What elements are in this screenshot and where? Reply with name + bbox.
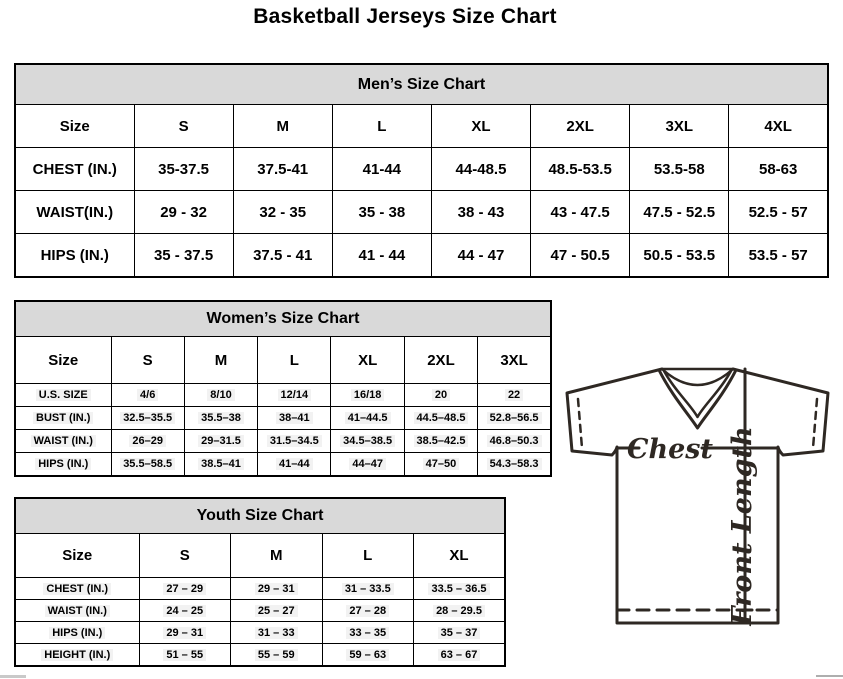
men-data-row — [15, 191, 828, 234]
youth-value-cell: 35 – 37 — [414, 622, 506, 644]
youth-row-label: HIPS (IN.) — [15, 622, 139, 644]
women-value-cell: 41–44.5 — [331, 407, 404, 430]
mens-size-table — [14, 63, 829, 278]
men-value-cell: 50.5 - 53.5 — [630, 234, 729, 278]
men-row-label: HIPS (IN.) — [15, 234, 134, 278]
men-data-row — [15, 148, 828, 191]
men-col-header-M: M — [233, 105, 332, 148]
collar-outer-v — [659, 370, 736, 428]
women-value-cell: 46.8–50.3 — [478, 430, 551, 453]
women-value-cell: 4/6 — [111, 384, 184, 407]
youth-table-header: Youth Size Chart — [15, 498, 505, 534]
page-title: Basketball Jerseys Size Chart — [253, 5, 557, 28]
men-value-cell: 29 - 32 — [134, 191, 233, 234]
women-data-row — [15, 407, 551, 430]
women-value-cell: 54.3–58.3 — [478, 453, 551, 477]
youth-table-header-row — [15, 498, 505, 534]
men-col-header-4XL: 4XL — [729, 105, 828, 148]
cutoff-artifact-left — [0, 675, 26, 678]
left-cuff-dashed-seam — [578, 399, 582, 448]
women-value-cell: 38–41 — [258, 407, 331, 430]
men-col-header-L: L — [332, 105, 431, 148]
women-data-row — [15, 384, 551, 407]
womens-table-header: Women’s Size Chart — [15, 301, 551, 337]
youth-col-header-XL: XL — [414, 534, 506, 578]
youth-data-row — [15, 644, 505, 667]
youth-data-row — [15, 622, 505, 644]
women-col-header-3XL: 3XL — [478, 337, 551, 384]
women-data-row — [15, 430, 551, 453]
mens-table-header-row — [15, 64, 828, 105]
women-row-label: BUST (IN.) — [15, 407, 111, 430]
youth-value-cell: 27 – 28 — [322, 600, 414, 622]
youth-value-cell: 25 – 27 — [231, 600, 323, 622]
women-value-cell: 44.5–48.5 — [404, 407, 477, 430]
women-col-header-S: S — [111, 337, 184, 384]
chest-label: Chest — [627, 434, 713, 465]
men-value-cell: 41-44 — [332, 148, 431, 191]
youth-value-cell: 59 – 63 — [322, 644, 414, 667]
cutoff-artifact-right — [816, 675, 843, 677]
men-value-cell: 32 - 35 — [233, 191, 332, 234]
women-value-cell: 32.5–35.5 — [111, 407, 184, 430]
men-value-cell: 52.5 - 57 — [729, 191, 828, 234]
women-value-cell: 26–29 — [111, 430, 184, 453]
youth-value-cell: 31 – 33 — [231, 622, 323, 644]
men-col-header-XL: XL — [431, 105, 530, 148]
men-value-cell: 43 - 47.5 — [531, 191, 630, 234]
men-row-label: CHEST (IN.) — [15, 148, 134, 191]
women-value-cell: 35.5–58.5 — [111, 453, 184, 477]
youth-value-cell: 33.5 – 36.5 — [414, 578, 506, 600]
jersey-outline — [567, 369, 828, 623]
youth-value-cell: 33 – 35 — [322, 622, 414, 644]
women-value-cell: 52.8–56.5 — [478, 407, 551, 430]
youth-col-header-M: M — [231, 534, 323, 578]
youth-col-header-S: S — [139, 534, 231, 578]
men-value-cell: 47 - 50.5 — [531, 234, 630, 278]
women-row-label: WAIST (IN.) — [15, 430, 111, 453]
men-value-cell: 37.5-41 — [233, 148, 332, 191]
womens-size-table — [14, 300, 552, 477]
women-value-cell: 35.5–38 — [184, 407, 257, 430]
men-data-row — [15, 234, 828, 278]
men-value-cell: 38 - 43 — [431, 191, 530, 234]
youth-value-cell: 24 – 25 — [139, 600, 231, 622]
youth-value-cell: 63 – 67 — [414, 644, 506, 667]
women-value-cell: 8/10 — [184, 384, 257, 407]
front-length-label: Front Length — [727, 426, 758, 626]
women-value-cell: 29–31.5 — [184, 430, 257, 453]
women-value-cell: 38.5–41 — [184, 453, 257, 477]
mens-table-header: Men’s Size Chart — [15, 64, 828, 105]
men-value-cell: 53.5-58 — [630, 148, 729, 191]
men-value-cell: 58-63 — [729, 148, 828, 191]
women-row-label: U.S. SIZE — [15, 384, 111, 407]
youth-size-header-row — [15, 534, 505, 578]
women-value-cell: 47–50 — [404, 453, 477, 477]
youth-row-label: WAIST (IN.) — [15, 600, 139, 622]
women-value-cell: 12/14 — [258, 384, 331, 407]
women-col-header-M: M — [184, 337, 257, 384]
youth-data-row — [15, 578, 505, 600]
youth-value-cell: 29 – 31 — [231, 578, 323, 600]
youth-size-table — [14, 497, 506, 667]
youth-value-cell: 55 – 59 — [231, 644, 323, 667]
men-value-cell: 47.5 - 52.5 — [630, 191, 729, 234]
men-value-cell: 53.5 - 57 — [729, 234, 828, 278]
women-value-cell: 31.5–34.5 — [258, 430, 331, 453]
men-value-cell: 35 - 37.5 — [134, 234, 233, 278]
men-row-label: WAIST(IN.) — [15, 191, 134, 234]
women-value-cell: 22 — [478, 384, 551, 407]
right-cuff-dashed-seam — [813, 399, 817, 448]
women-value-cell: 38.5–42.5 — [404, 430, 477, 453]
youth-data-row — [15, 600, 505, 622]
men-size-header-row — [15, 105, 828, 148]
women-col-header-XL: XL — [331, 337, 404, 384]
men-value-cell: 35-37.5 — [134, 148, 233, 191]
womens-table-header-row — [15, 301, 551, 337]
women-size-label: Size — [15, 337, 111, 384]
youth-row-label: CHEST (IN.) — [15, 578, 139, 600]
women-col-header-2XL: 2XL — [404, 337, 477, 384]
youth-col-header-L: L — [322, 534, 414, 578]
jersey-measurement-diagram — [555, 360, 843, 640]
women-value-cell: 44–47 — [331, 453, 404, 477]
youth-size-label: Size — [15, 534, 139, 578]
men-size-label: Size — [15, 105, 134, 148]
youth-value-cell: 51 – 55 — [139, 644, 231, 667]
men-value-cell: 44 - 47 — [431, 234, 530, 278]
youth-value-cell: 31 – 33.5 — [322, 578, 414, 600]
women-data-row — [15, 453, 551, 477]
men-col-header-3XL: 3XL — [630, 105, 729, 148]
youth-row-label: HEIGHT (IN.) — [15, 644, 139, 667]
women-col-header-L: L — [258, 337, 331, 384]
men-value-cell: 41 - 44 — [332, 234, 431, 278]
women-size-header-row — [15, 337, 551, 384]
men-value-cell: 48.5-53.5 — [531, 148, 630, 191]
men-value-cell: 37.5 - 41 — [233, 234, 332, 278]
women-value-cell: 20 — [404, 384, 477, 407]
men-value-cell: 44-48.5 — [431, 148, 530, 191]
men-value-cell: 35 - 38 — [332, 191, 431, 234]
youth-value-cell: 27 – 29 — [139, 578, 231, 600]
women-row-label: HIPS (IN.) — [15, 453, 111, 477]
women-value-cell: 34.5–38.5 — [331, 430, 404, 453]
women-value-cell: 16/18 — [331, 384, 404, 407]
men-col-header-2XL: 2XL — [531, 105, 630, 148]
men-col-header-S: S — [134, 105, 233, 148]
youth-value-cell: 28 – 29.5 — [414, 600, 506, 622]
youth-value-cell: 29 – 31 — [139, 622, 231, 644]
women-value-cell: 41–44 — [258, 453, 331, 477]
